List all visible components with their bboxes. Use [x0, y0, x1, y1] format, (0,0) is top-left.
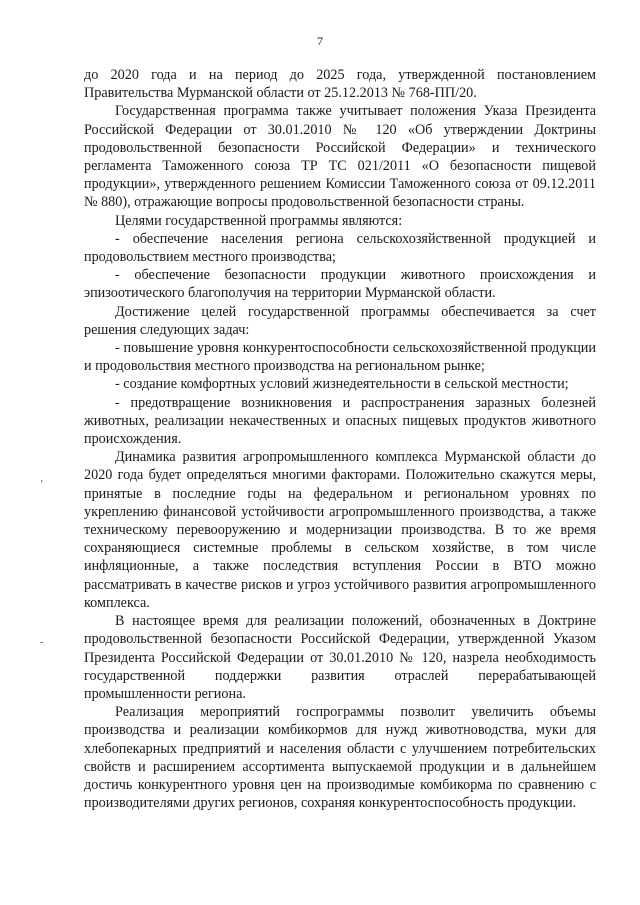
document-body	[84, 66, 596, 812]
paragraph-tasks-intro: Достижение целей государственной программы обеспечивается за счет решения следующих задач:	[84, 303, 596, 338]
list-item-task-3: - предотвращение возникновения и распространения заразных болезней животных, реализации некачественных и опасных пищевых продуктов животного происхождения.	[84, 394, 596, 448]
list-item-goal-2: - обеспечение безопасности продукции животного происхождения и эпизоотического благополучия на территории Мурманской области.	[84, 267, 596, 302]
paragraph-doctrine: В настоящее время для реализации положений, обозначенных в Доктрине продовольственной безопасности Российской Федерации, утвержденной Указом Президента Российской Федерации от 30.01.2010 № 120, назрела необходимость государственной поддержки развития отраслей перерабатывающей промышленности региона.	[84, 613, 596, 702]
paragraph-continuation: до 2020 года и на период до 2025 года, утвержденной постановлением Правительства Мурманской области от 25.12.2013 № 768-ПП/20.	[84, 67, 596, 102]
list-item-task-2: - создание комфортных условий жизнедеятельности в сельской местности;	[115, 376, 569, 393]
paragraph-goals-intro: Целями государственной программы являются:	[115, 212, 403, 229]
margin-mark: ‚	[40, 473, 44, 484]
margin-mark: -	[40, 637, 44, 648]
paragraph-dynamics: Динамика развития агропромышленного комплекса Мурманской области до 2020 года будет определяться многими факторами. Положительно скажутся меры, принятые в последние годы на федеральном и региональном уровнях по укреплению финансовой устойчивости агропромышленного производства, а также техническому перевооружению и модернизации производства. В то же время сохраняющиеся системные проблемы в сельском хозяйстве, в том числе инфляционные, а также последствия вступления России в ВТО можно рассматривать в качестве рисков и угроз устойчивого развития агропромышленного комплекса.	[84, 449, 596, 611]
list-item-goal-1: - обеспечение населения региона сельскохозяйственной продукцией и продовольствием местного производства;	[84, 230, 596, 266]
paragraph-program-provisions: Государственная программа также учитывает положения Указа Президента Российской Федерации от 30.01.2010 № 120 «Об утверждении Доктрины продовольственной безопасности Российской Федерации» и технического регламента Таможенного союза ТР ТС 021/2011 «О безопасности пищевой продукции», утвержденного решением Комиссии Таможенного союза от 09.12.2011 № 880), отражающие вопросы продовольственной безопасности страны.	[84, 103, 596, 211]
list-item-task-1: - повышение уровня конкурентоспособности сельскохозяйственной продукции и продовольствия местного производства на региональном рынке;	[84, 340, 596, 375]
page-number: 7	[317, 34, 323, 48]
paragraph-implementation: Реализация мероприятий госпрограммы позволит увеличить объемы производства и реализации комбикормов для нужд животноводства, муки для хлебопекарных предприятий и населения области с улучшением потребительских свойств и расширением ассортимента выпускаемой продукции и в дальнейшем достичь конкурентного уровня цен на производимые комбикорма по сравнению с производителями других регионов, сохраняя конкурентоспособность продукции.	[84, 704, 596, 812]
